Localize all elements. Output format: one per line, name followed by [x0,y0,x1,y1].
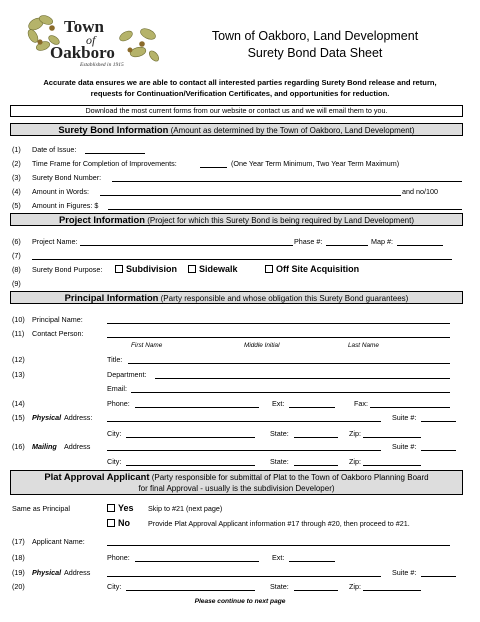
applicant-city-field[interactable] [126,590,255,591]
purpose-subdivision-option[interactable] [115,264,177,274]
town-logo [26,14,164,70]
row-number: (6) [12,237,21,246]
option-label: No [118,518,130,528]
map-field[interactable] [397,245,443,246]
applicant-zip-field[interactable] [363,590,421,591]
phone-label: Phone: [107,399,130,408]
row-number: (7) [12,251,21,260]
section-note: (Amount as determined by the Town of Oakboro, Land Development) [170,126,415,135]
physical-label: Physical [32,568,62,577]
row-number: (12) [12,355,25,364]
first-name-caption: First Name [131,342,163,349]
ext-label: Ext: [272,553,285,562]
section-principal-information [10,291,463,304]
checkbox-icon[interactable] [107,519,115,527]
intro-line-1: Accurate data ensures we are able to contact all interested parties regarding Surety Bond release and return, [43,78,437,87]
row-number: (1) [12,145,21,154]
time-frame-note: (One Year Term Minimum, Two Year Term Maximum) [231,159,400,168]
zip-field[interactable] [363,437,421,438]
middle-initial-caption: Middle Initial [244,342,280,349]
section-title: Principal Information [64,292,159,303]
surety-bond-purpose-label: Surety Bond Purpose: [32,265,103,274]
amount-in-words-suffix: and no/100 [402,187,438,196]
amount-in-words-field[interactable] [100,195,401,196]
section-title: Project Information [59,214,145,225]
download-note-text: Download the most current forms from our website or contact us and we will email them to you. [85,106,388,115]
contact-person-field[interactable] [107,337,450,338]
mailing-address-field[interactable] [107,450,381,451]
applicant-name-field[interactable] [107,545,450,546]
address-label: Address [64,568,91,577]
principal-name-label: Principal Name: [32,315,83,324]
department-label: Department: [107,370,147,379]
title-line-1: Town of Oakboro, Land Development [211,29,419,43]
suite-label: Suite #: [392,568,417,577]
row-number: (19) [12,568,25,577]
section-note: (Project for which this Surety Bond is being required by Land Development) [147,216,414,225]
section-surety-bond-information [10,123,463,136]
ext-field[interactable] [289,407,335,408]
purpose-off-site-option[interactable] [265,264,359,274]
same-as-principal-no-option[interactable] [107,518,130,528]
row-number: (18) [12,553,25,562]
section-title: Plat Approval Applicant [44,471,150,482]
applicant-phone-field[interactable] [135,561,259,562]
project-name-continued-field[interactable] [32,259,452,260]
row-number: (14) [12,399,25,408]
zip-label: Zip: [349,582,361,591]
map-label: Map #: [371,237,393,246]
email-field[interactable] [131,392,450,393]
row-number: (5) [12,201,21,210]
fax-label: Fax: [354,399,368,408]
city-field[interactable] [126,437,255,438]
checkbox-icon[interactable] [115,265,123,273]
checkbox-icon[interactable] [265,265,273,273]
checkbox-icon[interactable] [107,504,115,512]
department-field[interactable] [155,378,450,379]
row-number: (4) [12,187,21,196]
state-label: State: [270,429,289,438]
row-number: (15) [12,413,25,422]
applicant-suite-field[interactable] [421,576,456,577]
mailing-city-field[interactable] [126,465,255,466]
surety-bond-number-field[interactable] [112,181,462,182]
contact-person-label: Contact Person: [32,329,84,338]
section-plat-approval-applicant [10,470,463,495]
checkbox-icon[interactable] [188,265,196,273]
city-label: City: [107,457,122,466]
date-of-issue-field[interactable] [85,153,145,154]
amount-in-figures-field[interactable] [108,209,462,210]
surety-bond-number-label: Surety Bond Number: [32,173,102,182]
fax-field[interactable] [370,407,450,408]
zip-label: Zip: [349,457,361,466]
zip-label: Zip: [349,429,361,438]
state-field[interactable] [294,437,338,438]
form-title [170,28,460,62]
address-label: Address: [64,413,93,422]
email-label: Email: [107,384,127,393]
intro-line-2: requests for Continuation/Verification Certificates, and opportunities for reduction. [90,89,390,98]
section-note: (Party responsible and whose obligation this Surety Bond guarantees) [160,294,409,303]
title-line-2: Surety Bond Data Sheet [247,46,383,60]
amount-in-words-label: Amount in Words: [32,187,89,196]
row-number: (10) [12,315,25,324]
row-number: (20) [12,582,25,591]
logo-established: Established in 1915 [80,62,124,68]
option-label: Subdivision [126,264,178,274]
project-name-label: Project Name: [32,237,78,246]
applicant-state-field[interactable] [294,590,338,591]
section-project-information [10,213,463,226]
date-of-issue-label: Date of Issue: [32,145,77,154]
project-name-field[interactable] [80,245,293,246]
download-note [10,105,463,117]
row-number: (8) [12,265,21,274]
mailing-suite-field[interactable] [421,450,456,451]
suite-label: Suite #: [392,413,417,422]
last-name-caption: Last Name [348,342,379,349]
continue-note: Please continue to next page [194,598,286,605]
mailing-label: Mailing [32,442,57,451]
physical-label: Physical [32,413,62,422]
row-number: (2) [12,159,21,168]
applicant-name-label: Applicant Name: [32,537,85,546]
suite-field[interactable] [421,421,456,422]
row-number: (3) [12,173,21,182]
row-number: (17) [12,537,25,546]
option-label: Yes [118,503,134,513]
same-as-principal-label: Same as Principal [12,504,70,513]
purpose-sidewalk-option[interactable] [188,264,238,274]
logo-of: of [86,33,96,47]
physical-address-field[interactable] [107,421,381,422]
applicant-address-field[interactable] [107,576,381,577]
title-field[interactable] [128,363,450,364]
phase-field[interactable] [326,245,368,246]
section-note: (Party responsible for submittal of Plat to the Town of Oakboro Planning Board [151,473,429,482]
city-label: City: [107,582,122,591]
option-label: Off Site Acquisition [276,264,360,274]
city-label: City: [107,429,122,438]
time-frame-field[interactable] [200,167,227,168]
row-number: (13) [12,370,25,379]
option-label: Sidewalk [199,264,238,274]
logo-town: Town [64,17,105,36]
title-label: Title: [107,355,123,364]
mailing-state-field[interactable] [294,465,338,466]
section-title: Surety Bond Information [58,124,169,135]
same-as-principal-yes-option[interactable] [107,503,134,513]
phase-label: Phase #: [294,237,323,246]
logo-oakboro: Oakboro [50,43,115,62]
phone-field[interactable] [135,407,259,408]
yes-instruction: Skip to #21 (next page) [148,504,223,513]
mailing-zip-field[interactable] [363,465,421,466]
suite-label: Suite #: [392,442,417,451]
section-note-2: for final Approval - usually is the subdivision Developer) [138,484,335,493]
state-label: State: [270,457,289,466]
amount-in-figures-label: Amount in Figures: $ [32,201,99,210]
phone-label: Phone: [107,553,130,562]
state-label: State: [270,582,289,591]
address-label: Address [64,442,91,451]
applicant-ext-field[interactable] [289,561,335,562]
no-instruction: Provide Plat Approval Applicant information #17 through #20, then proceed to #21. [148,519,410,528]
ext-label: Ext: [272,399,285,408]
row-number: (11) [12,329,25,338]
principal-name-field[interactable] [107,323,450,324]
intro-text [10,77,470,99]
time-frame-label: Time Frame for Completion of Improvements: [32,159,177,168]
row-number: (9) [12,279,21,288]
row-number: (16) [12,442,25,451]
